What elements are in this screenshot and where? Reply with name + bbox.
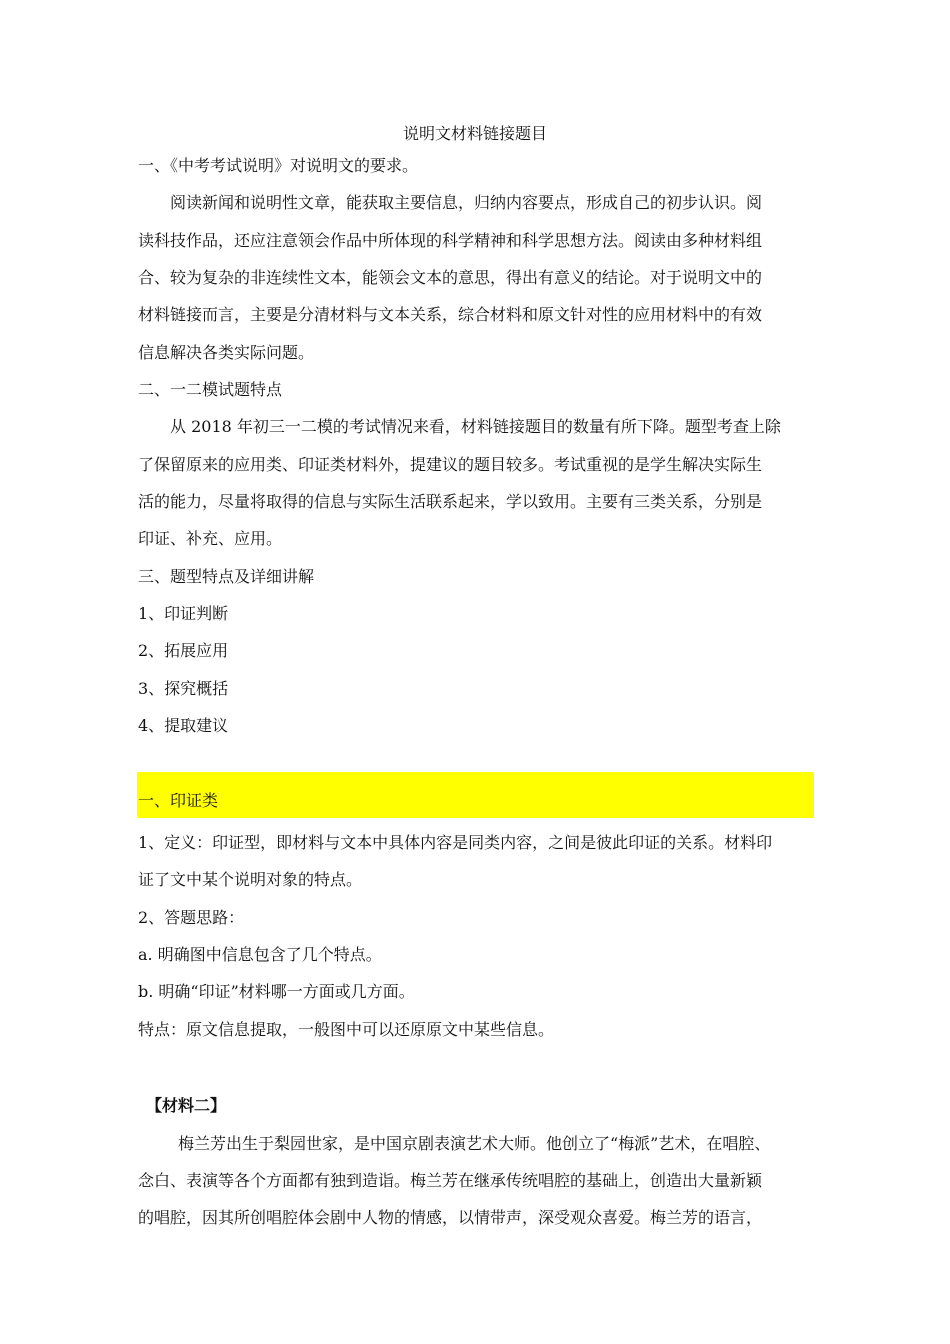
section3-heading: 三、题型特点及详细讲解 <box>138 567 315 586</box>
page-title: 说明文材料链接题目 <box>402 124 547 143</box>
highlight-label: 一、印证类 <box>138 791 219 810</box>
thinking-item-b: b. 明确“印证”材料哪一方面或几方面。 <box>138 982 415 1001</box>
material2-line: 的唱腔，因其所创唱腔体会剧中人物的情感，以情带声，深受观众喜爱。梅兰芳的语言， <box>138 1208 763 1227</box>
section1-line: 材料链接而言，主要是分清材料与文本关系，综合材料和原文针对性的应用材料中的有效 <box>138 305 763 324</box>
section1-line: 信息解决各类实际问题。 <box>138 343 315 362</box>
list-item: 3、探究概括 <box>138 679 229 698</box>
thinking-item-a: a. 明确图中信息包含了几个特点。 <box>138 945 382 964</box>
section1-line: 阅读新闻和说明性文章，能获取主要信息，归纳内容要点，形成自己的初步认识。阅 <box>170 193 763 212</box>
list-item: 4、提取建议 <box>138 716 229 735</box>
answer-thinking: 2、答题思路： <box>138 908 245 927</box>
section1-line: 读科技作品，还应注意领会作品中所体现的科学精神和科学思想方法。阅读由多种材料组 <box>138 231 763 250</box>
definition-line: 1、定义：印证型，即材料与文本中具体内容是同类内容，之间是彼此印证的关系。材料印 <box>138 833 773 852</box>
definition-line: 证了文中某个说明对象的特点。 <box>138 870 363 889</box>
list-item: 2、拓展应用 <box>138 641 229 660</box>
list-item: 1、印证判断 <box>138 604 229 623</box>
section1-heading: 一、《中考考试说明》对说明文的要求。 <box>138 156 419 175</box>
material2-line: 念白、表演等各个方面都有独到造诣。梅兰芳在继承传统唱腔的基础上，创造出大量新颖 <box>138 1171 763 1190</box>
section2-line: 活的能力，尽量将取得的信息与实际生活联系起来，学以致用。主要有三类关系，分别是 <box>138 492 763 511</box>
material2-heading: 【材料二】 <box>146 1096 227 1115</box>
section2-line: 从 2018 年初三一二模的考试情况来看，材料链接题目的数量有所下降。题型考查上除 <box>170 417 781 436</box>
section2-heading: 二、一二模试题特点 <box>138 380 283 399</box>
highlight-bar <box>137 772 814 818</box>
feature-line: 特点：原文信息提取，一般图中可以还原原文中某些信息。 <box>138 1020 555 1039</box>
section2-line: 了保留原来的应用类、印证类材料外，提建议的题目较多。考试重视的是学生解决实际生 <box>138 455 763 474</box>
material2-line: 梅兰芳出生于梨园世家，是中国京剧表演艺术大师。他创立了“梅派”艺术，在唱腔、 <box>178 1134 771 1153</box>
section1-line: 合、较为复杂的非连续性文本，能领会文本的意思，得出有意义的结论。对于说明文中的 <box>138 268 763 287</box>
section2-line: 印证、补充、应用。 <box>138 529 283 548</box>
